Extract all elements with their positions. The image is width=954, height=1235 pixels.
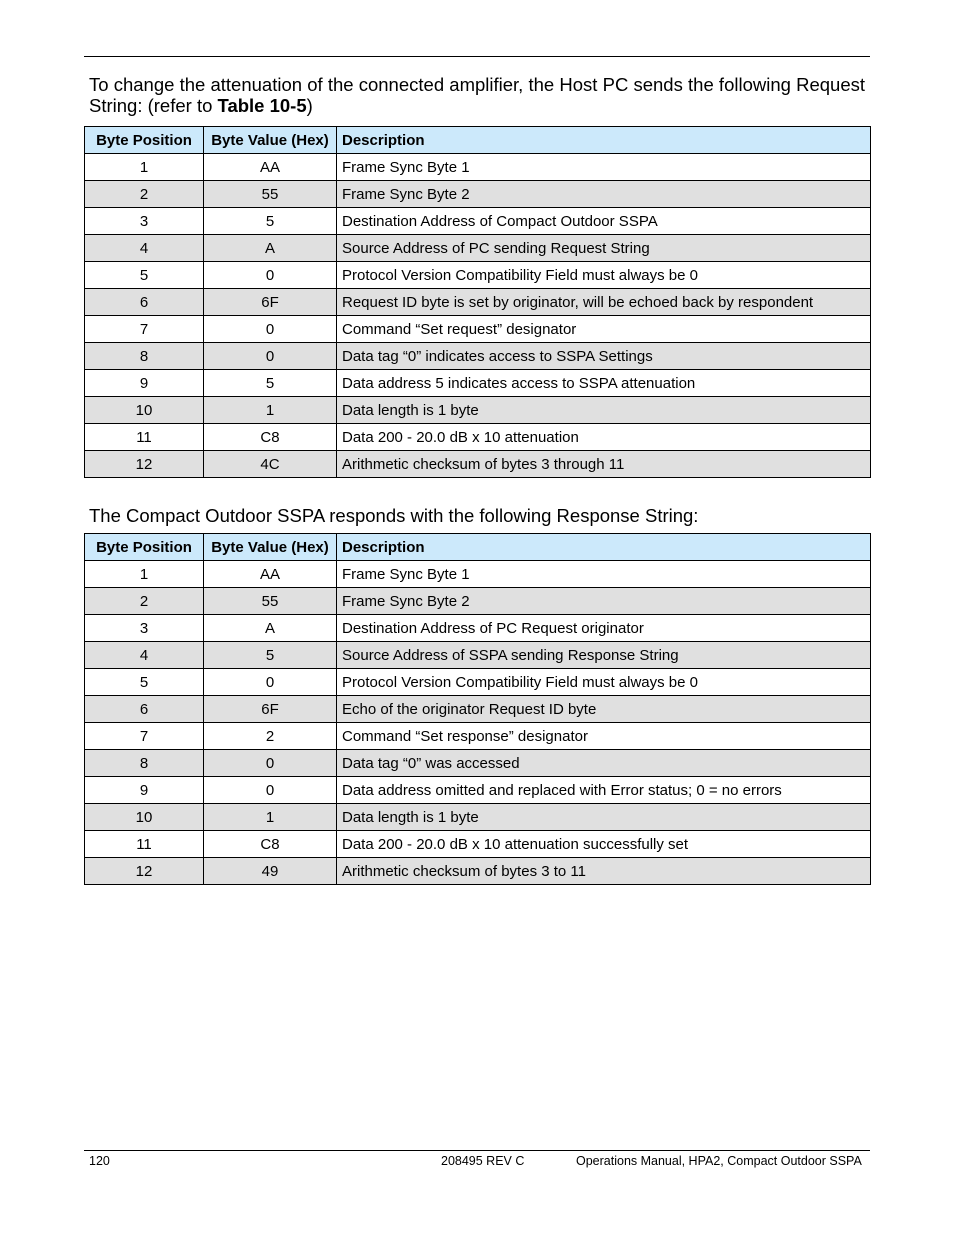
header-byte-position: Byte Position [85, 127, 204, 154]
intro-paragraph [89, 74, 865, 116]
table-row [85, 397, 871, 424]
byte-value-cell: 0 [204, 669, 337, 696]
byte-value-cell: C8 [204, 424, 337, 451]
description-cell: Data tag “0” indicates access to SSPA Settings [337, 343, 871, 370]
byte-value-cell: 5 [204, 370, 337, 397]
intro-text: To change the attenuation of the connected amplifier, the Host PC sends the following Request String: (refer to [89, 74, 865, 116]
description-cell: Data 200 - 20.0 dB x 10 attenuation [337, 424, 871, 451]
byte-value-cell: 0 [204, 750, 337, 777]
description-cell: Arithmetic checksum of bytes 3 to 11 [337, 858, 871, 885]
description-cell: Destination Address of Compact Outdoor SSPA [337, 208, 871, 235]
byte-value-cell: 4C [204, 451, 337, 478]
table-row [85, 750, 871, 777]
byte-position-cell: 7 [85, 316, 204, 343]
table-row [85, 289, 871, 316]
byte-position-cell: 7 [85, 723, 204, 750]
byte-value-cell: 0 [204, 777, 337, 804]
request-string-table [84, 126, 871, 478]
byte-value-cell: 6F [204, 696, 337, 723]
description-cell: Source Address of SSPA sending Response String [337, 642, 871, 669]
byte-position-cell: 2 [85, 181, 204, 208]
description-cell: Data tag “0” was accessed [337, 750, 871, 777]
byte-value-cell: 5 [204, 208, 337, 235]
byte-position-cell: 8 [85, 750, 204, 777]
description-cell: Command “Set request” designator [337, 316, 871, 343]
byte-value-cell: 1 [204, 804, 337, 831]
table-header-row [85, 534, 871, 561]
byte-position-cell: 9 [85, 777, 204, 804]
byte-value-cell: 0 [204, 316, 337, 343]
byte-position-cell: 12 [85, 858, 204, 885]
table-row [85, 696, 871, 723]
description-cell: Protocol Version Compatibility Field must always be 0 [337, 669, 871, 696]
description-cell: Frame Sync Byte 2 [337, 181, 871, 208]
description-cell: Data address 5 indicates access to SSPA attenuation [337, 370, 871, 397]
description-cell: Arithmetic checksum of bytes 3 through 11 [337, 451, 871, 478]
byte-position-cell: 4 [85, 235, 204, 262]
byte-position-cell: 3 [85, 615, 204, 642]
header-byte-position: Byte Position [85, 534, 204, 561]
byte-value-cell: 0 [204, 262, 337, 289]
byte-value-cell: 55 [204, 588, 337, 615]
footer-rule [84, 1150, 870, 1151]
byte-position-cell: 2 [85, 588, 204, 615]
byte-value-cell: 55 [204, 181, 337, 208]
description-cell: Echo of the originator Request ID byte [337, 696, 871, 723]
response-string-table [84, 533, 871, 885]
byte-value-cell: 49 [204, 858, 337, 885]
table-row [85, 858, 871, 885]
request-table-body [85, 154, 871, 478]
table-row [85, 723, 871, 750]
table-row [85, 424, 871, 451]
description-cell: Destination Address of PC Request originator [337, 615, 871, 642]
intro-end: ) [306, 95, 313, 116]
table-row [85, 316, 871, 343]
byte-position-cell: 6 [85, 289, 204, 316]
table-row [85, 804, 871, 831]
table-row [85, 208, 871, 235]
description-cell: Data length is 1 byte [337, 804, 871, 831]
table-row [85, 777, 871, 804]
byte-value-cell: 0 [204, 343, 337, 370]
byte-value-cell: A [204, 235, 337, 262]
description-cell: Protocol Version Compatibility Field must always be 0 [337, 262, 871, 289]
byte-value-cell: A [204, 615, 337, 642]
byte-position-cell: 1 [85, 561, 204, 588]
document-number: 208495 REV C [441, 1154, 525, 1168]
description-cell: Command “Set response” designator [337, 723, 871, 750]
description-cell: Frame Sync Byte 1 [337, 561, 871, 588]
table-row [85, 343, 871, 370]
header-byte-value: Byte Value (Hex) [204, 127, 337, 154]
byte-position-cell: 10 [85, 397, 204, 424]
table-row [85, 235, 871, 262]
page-number: 120 [89, 1154, 110, 1168]
table-row [85, 642, 871, 669]
response-caption: The Compact Outdoor SSPA responds with the following Response String: [89, 505, 699, 526]
table-row [85, 831, 871, 858]
byte-value-cell: AA [204, 154, 337, 181]
byte-position-cell: 8 [85, 343, 204, 370]
table-row [85, 262, 871, 289]
description-cell: Frame Sync Byte 1 [337, 154, 871, 181]
description-cell: Frame Sync Byte 2 [337, 588, 871, 615]
byte-position-cell: 11 [85, 424, 204, 451]
description-cell: Data length is 1 byte [337, 397, 871, 424]
byte-position-cell: 3 [85, 208, 204, 235]
table-row [85, 615, 871, 642]
byte-value-cell: 6F [204, 289, 337, 316]
header-description: Description [337, 127, 871, 154]
table-row [85, 181, 871, 208]
byte-position-cell: 4 [85, 642, 204, 669]
byte-position-cell: 12 [85, 451, 204, 478]
byte-value-cell: C8 [204, 831, 337, 858]
header-description: Description [337, 534, 871, 561]
document-title: Operations Manual, HPA2, Compact Outdoor SSPA [576, 1154, 862, 1168]
byte-position-cell: 6 [85, 696, 204, 723]
description-cell: Data address omitted and replaced with Error status; 0 = no errors [337, 777, 871, 804]
description-cell: Request ID byte is set by originator, will be echoed back by respondent [337, 289, 871, 316]
byte-value-cell: 2 [204, 723, 337, 750]
byte-value-cell: 1 [204, 397, 337, 424]
byte-position-cell: 9 [85, 370, 204, 397]
description-cell: Source Address of PC sending Request String [337, 235, 871, 262]
table-reference-link[interactable]: Table 10-5 [217, 95, 307, 116]
table-row [85, 370, 871, 397]
table-row [85, 451, 871, 478]
byte-value-cell: 5 [204, 642, 337, 669]
table-row [85, 561, 871, 588]
byte-position-cell: 11 [85, 831, 204, 858]
description-cell: Data 200 - 20.0 dB x 10 attenuation successfully set [337, 831, 871, 858]
byte-value-cell: AA [204, 561, 337, 588]
byte-position-cell: 10 [85, 804, 204, 831]
byte-position-cell: 1 [85, 154, 204, 181]
header-rule [84, 56, 870, 57]
table-row [85, 669, 871, 696]
header-byte-value: Byte Value (Hex) [204, 534, 337, 561]
table-row [85, 588, 871, 615]
table-row [85, 154, 871, 181]
table-header-row [85, 127, 871, 154]
response-table-body [85, 561, 871, 885]
byte-position-cell: 5 [85, 669, 204, 696]
byte-position-cell: 5 [85, 262, 204, 289]
